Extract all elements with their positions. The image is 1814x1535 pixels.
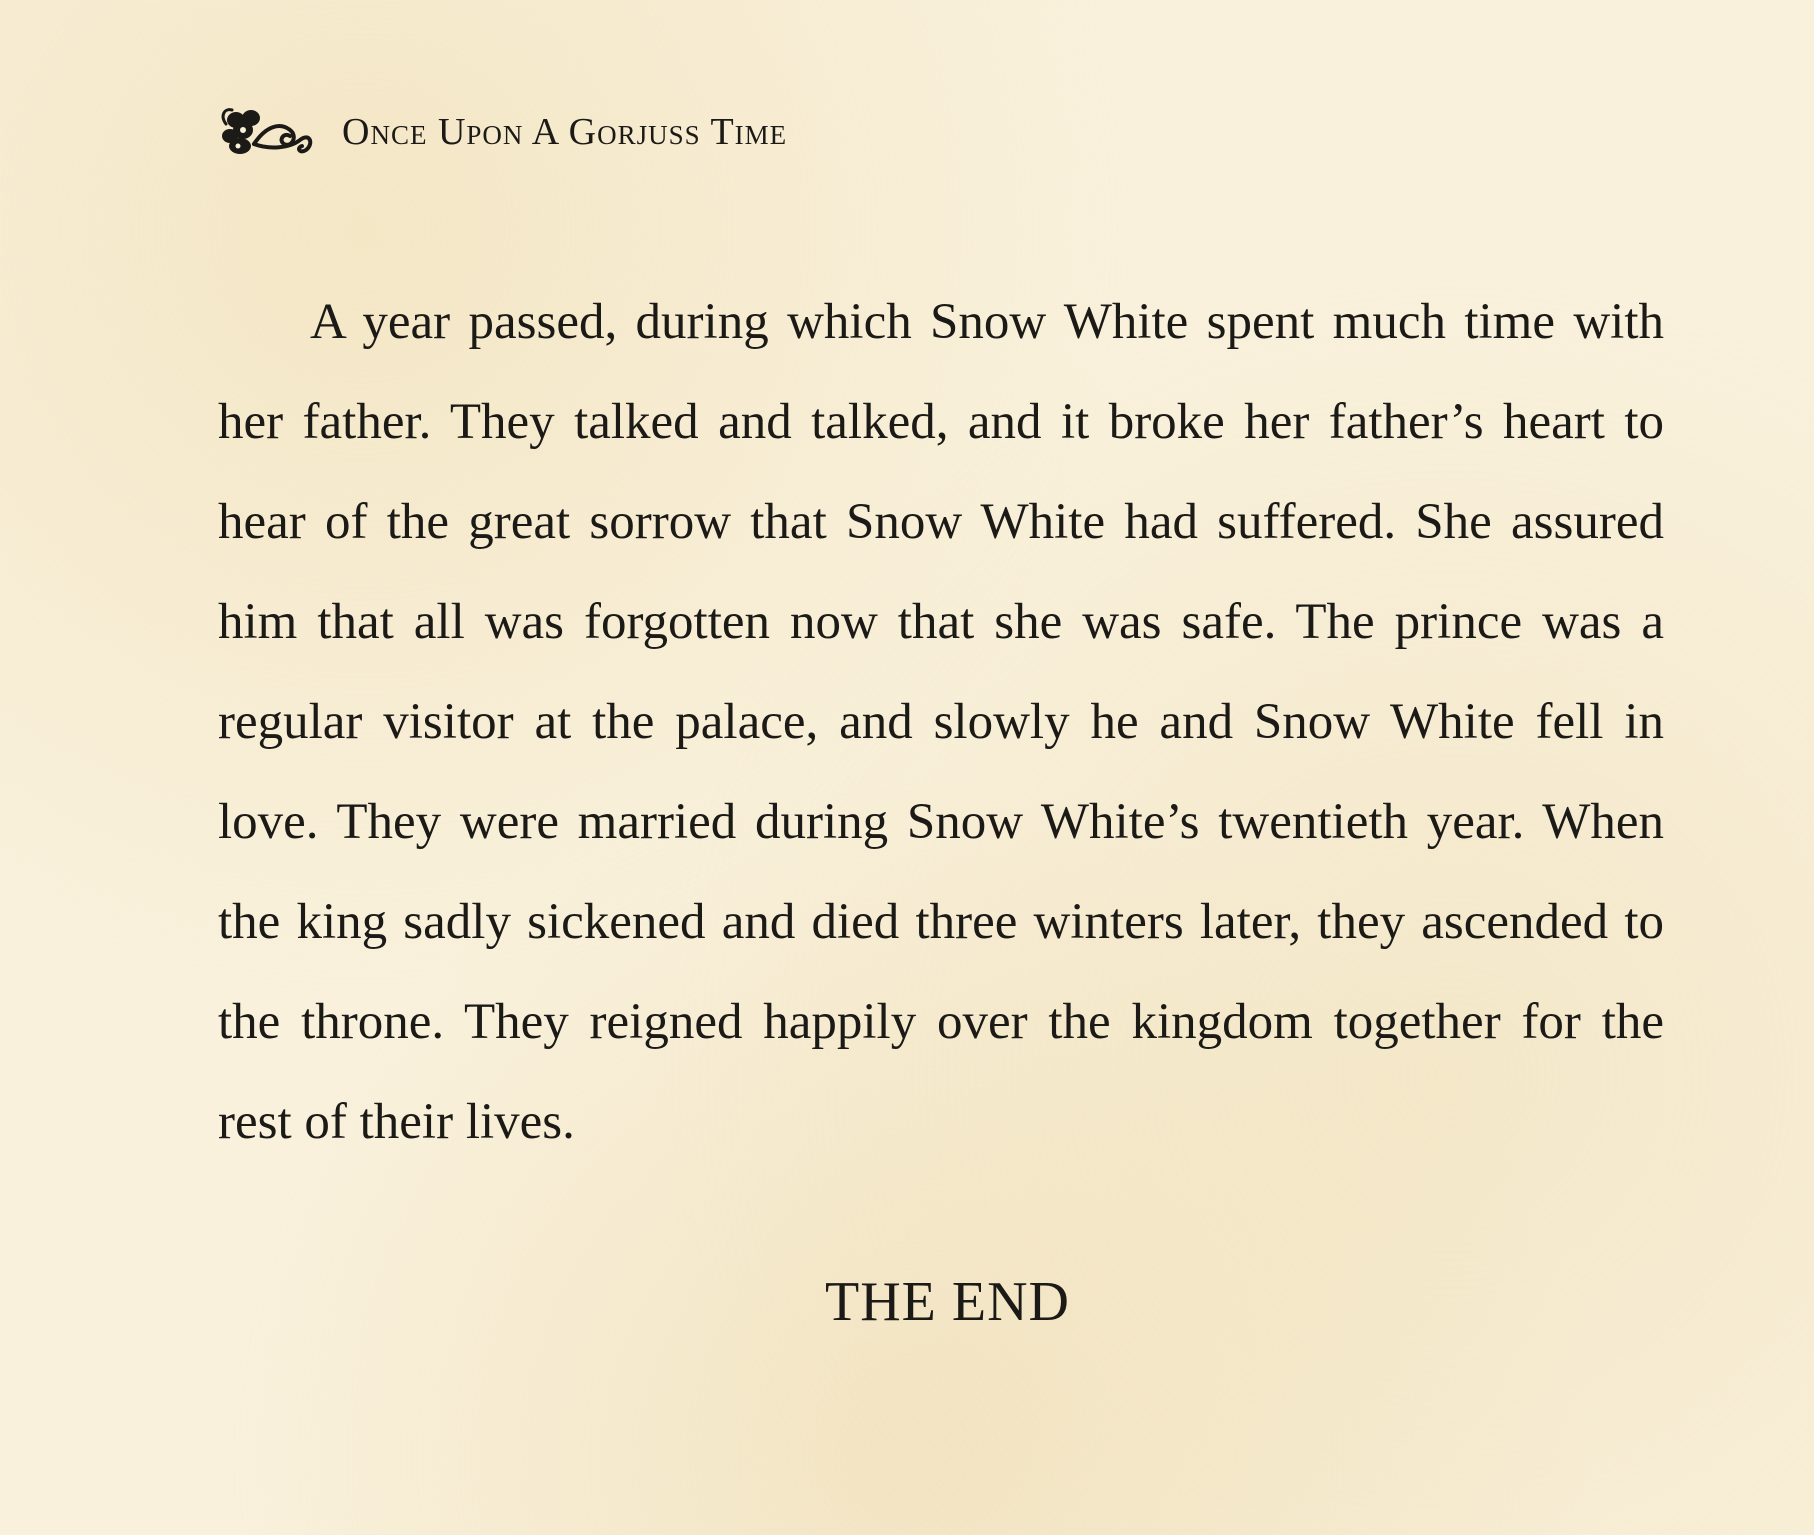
floral-swirl-icon (218, 104, 320, 160)
running-header-title: Once Upon A Gorjuss Time (342, 111, 788, 153)
running-header (218, 104, 787, 160)
the-end-heading: THE END (825, 1271, 1070, 1333)
story-paragraph: A year passed, during which Snow White spent much time with her father. They talked and talked, and it broke her father’s heart to hear of the great sorrow that Snow White had suffered. She assured him that all was forgotten now that she was safe. The prince was a regular visitor at the palace, and slowly he and Snow White fell in love. They were married during Snow White’s twentieth year. When the king sadly sickened and died three winters later, they ascended to the throne. They reigned happily over the kingdom together for the rest of their lives. (218, 294, 1664, 1150)
